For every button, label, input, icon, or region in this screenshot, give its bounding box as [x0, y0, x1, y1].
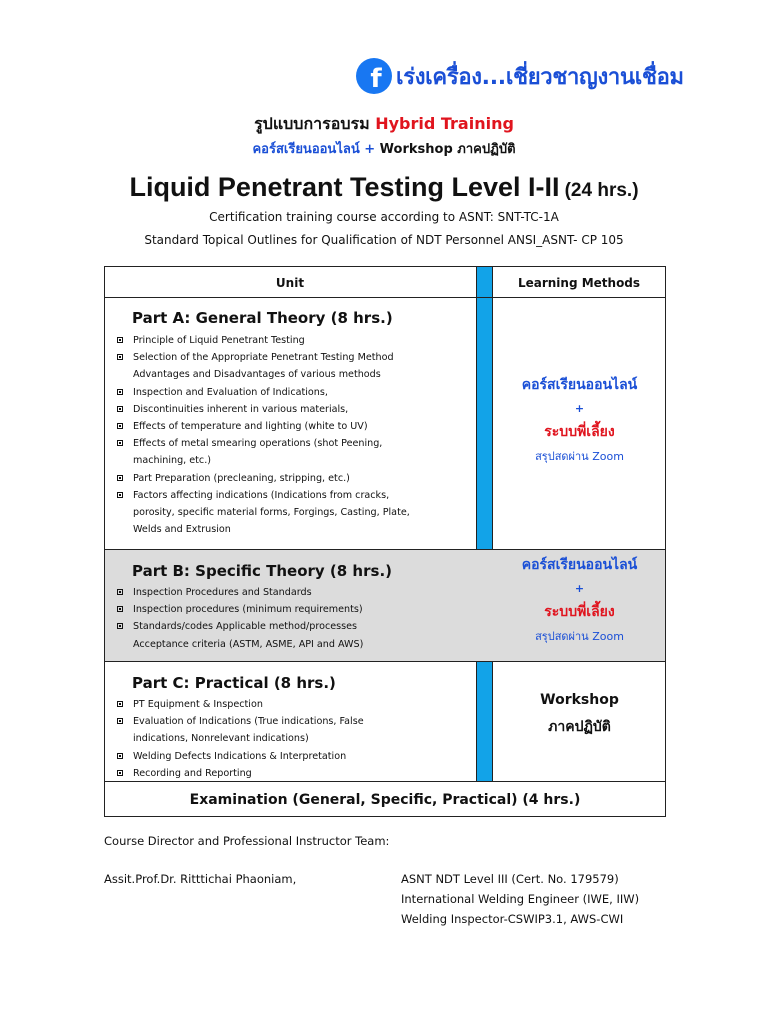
- instructor-heading: Course Director and Professional Instructor Team:: [104, 834, 390, 848]
- instructor-credential: Welding Inspector-CSWIP3.1, AWS-CWI: [401, 912, 624, 926]
- practical-method: ภาคปฏิบัติ: [548, 719, 611, 735]
- subtitle-standard: Standard Topical Outlines for Qualification of NDT Personnel ANSI_ASNT- CP 105: [144, 233, 624, 247]
- facebook-icon[interactable]: f: [356, 58, 392, 94]
- instructor-credential: ASNT NDT Level III (Cert. No. 179579): [401, 872, 619, 886]
- checkbox-bullet-icon: [117, 440, 123, 446]
- brand-text: เร่งเครื่อง...เชี่ยวชาญงานเชื่อม: [396, 64, 684, 90]
- training-format-prefix: รูปแบบการอบรม: [254, 114, 370, 133]
- list-item: Inspection and Evaluation of Indications,: [115, 384, 471, 401]
- checkbox-bullet-icon: [117, 606, 123, 612]
- list-item: Selection of the Appropriate Penetrant Testing Method: [115, 349, 471, 366]
- checkbox-bullet-icon: [117, 475, 123, 481]
- part-a-unit-cell: [105, 298, 475, 549]
- part-a-method-cell: [494, 298, 665, 549]
- list-item: Welding Defects Indications & Interpretation: [115, 748, 471, 765]
- part-b-unit-cell: [105, 550, 475, 661]
- workshop-method: Workshop: [540, 692, 619, 708]
- list-item-continuation: Acceptance criteria (ASTM, ASME, API and AWS): [133, 638, 364, 650]
- checkbox-bullet-icon: [117, 406, 123, 412]
- checkbox-bullet-icon: [117, 701, 123, 707]
- list-item: Factors affecting indications (Indications from cracks,: [115, 487, 471, 504]
- list-item: Inspection Procedures and Standards: [115, 584, 471, 601]
- part-c-unit-cell: [105, 662, 475, 781]
- subtitle-certification: Certification training course according to ASNT: SNT-TC-1A: [209, 210, 559, 224]
- checkbox-bullet-icon: [117, 389, 123, 395]
- list-item: Effects of metal smearing operations (shot Peening,: [115, 435, 471, 452]
- course-table: [104, 266, 666, 817]
- checkbox-bullet-icon: [117, 770, 123, 776]
- part-b-title: Part B: Specific Theory (8 hrs.): [132, 562, 392, 580]
- checkbox-bullet-icon: [117, 354, 123, 360]
- list-item: Evaluation of Indications (True indications, False: [115, 713, 471, 730]
- online-course-method: คอร์สเรียนออนไลน์: [521, 557, 638, 573]
- plus-sign: +: [574, 582, 585, 595]
- course-title: Liquid Penetrant Testing Level I-II: [129, 172, 560, 202]
- zoom-summary-label: สรุปสดผ่าน Zoom: [535, 630, 624, 643]
- part-b-method-cell: [494, 550, 665, 661]
- list-item: Part Preparation (precleaning, stripping, etc.): [115, 470, 471, 487]
- instructor-credential: International Welding Engineer (IWE, IIW): [401, 892, 640, 906]
- page-title: [0, 172, 768, 203]
- list-item-continuation: Welds and Extrusion: [133, 524, 231, 536]
- list-item-continuation: indications, Nonrelevant indications): [133, 733, 309, 745]
- table-row-part-a: [105, 298, 665, 550]
- table-header: [105, 267, 665, 298]
- checkbox-bullet-icon: [117, 337, 123, 343]
- online-course-method: คอร์สเรียนออนไลน์: [521, 377, 638, 393]
- checkbox-bullet-icon: [117, 718, 123, 724]
- hybrid-training-label: Hybrid Training: [375, 114, 514, 133]
- checkbox-bullet-icon: [117, 589, 123, 595]
- examination-row: Examination (General, Specific, Practical) (4 hrs.): [189, 791, 581, 808]
- part-c-topic-list: [115, 696, 471, 782]
- list-item-continuation: porosity, specific material forms, Forgings, Casting, Plate,: [133, 507, 410, 519]
- list-item-continuation: Advantages and Disadvantages of various methods: [133, 369, 381, 381]
- brand-header: [356, 58, 684, 94]
- part-c-title: Part C: Practical (8 hrs.): [132, 674, 336, 692]
- table-row-part-c: [105, 662, 665, 782]
- list-item: PT Equipment & Inspection: [115, 696, 471, 713]
- zoom-summary-label: สรุปสดผ่าน Zoom: [535, 450, 624, 463]
- list-item: Discontinuities inherent in various materials,: [115, 401, 471, 418]
- instructor-name: Assit.Prof.Dr. Ritttichai Phaoniam,: [104, 872, 297, 886]
- part-a-title: Part A: General Theory (8 hrs.): [132, 309, 393, 327]
- training-components-line: [0, 138, 768, 159]
- plus-sign: +: [574, 402, 585, 415]
- list-item: Inspection procedures (minimum requirements): [115, 601, 471, 618]
- checkbox-bullet-icon: [117, 623, 123, 629]
- list-item: Principle of Liquid Penetrant Testing: [115, 332, 471, 349]
- list-item: Standards/codes Applicable method/processes: [115, 618, 471, 635]
- header-unit: Unit: [275, 275, 305, 290]
- mentor-system-method: ระบบพี่เลี้ยง: [544, 604, 615, 620]
- checkbox-bullet-icon: [117, 423, 123, 429]
- course-hours: (24 hrs.): [564, 180, 639, 201]
- online-course-label: คอร์สเรียนออนไลน์ +: [252, 142, 376, 157]
- list-item: Recording and Reporting: [115, 765, 471, 782]
- list-item: Effects of temperature and lighting (white to UV): [115, 418, 471, 435]
- mentor-system-method: ระบบพี่เลี้ยง: [544, 424, 615, 440]
- part-b-topic-list: [115, 584, 471, 653]
- list-item-continuation: machining, etc.): [133, 455, 211, 467]
- table-row-part-b: [105, 550, 665, 662]
- part-a-topic-list: [115, 332, 471, 538]
- training-format-line: [0, 112, 768, 137]
- part-c-method-cell: [494, 662, 665, 781]
- workshop-label: Workshop ภาคปฏิบัติ: [379, 142, 516, 157]
- header-learning-methods: Learning Methods: [517, 275, 641, 290]
- checkbox-bullet-icon: [117, 492, 123, 498]
- checkbox-bullet-icon: [117, 753, 123, 759]
